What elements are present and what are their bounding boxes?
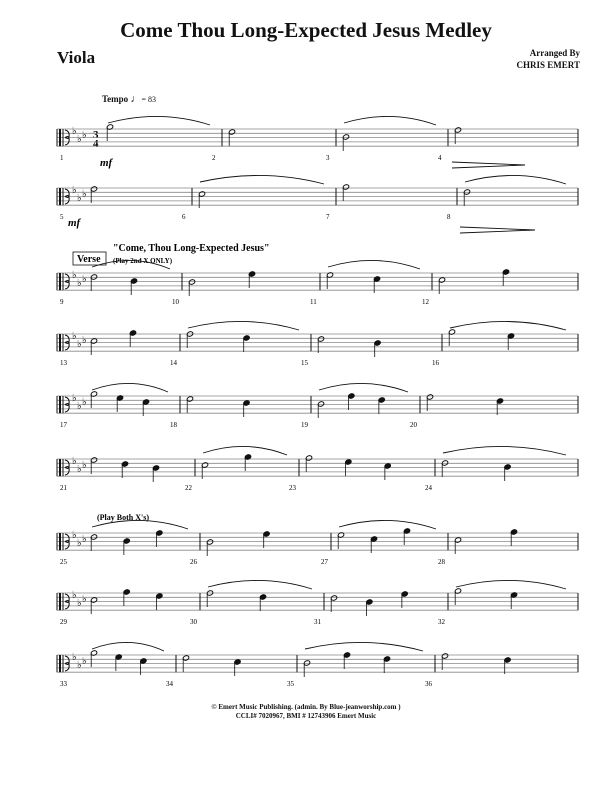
slur (200, 175, 324, 184)
play-instruction-2: (Play Both X's) (97, 513, 149, 522)
measure-number: 21 (60, 484, 67, 492)
measure-number: 32 (438, 618, 445, 626)
alto-clef-icon (59, 188, 61, 205)
measure-number: 33 (60, 680, 67, 688)
play-instruction: (Play 2nd X ONLY) (113, 257, 173, 265)
tempo-label: Tempo (102, 94, 129, 104)
slur (339, 520, 436, 529)
slur (203, 446, 287, 455)
measure-number: 27 (321, 558, 328, 566)
measure-number: 25 (60, 558, 67, 566)
measure-number: 13 (60, 359, 67, 367)
flat-icon: ♭ (72, 530, 77, 541)
slur (108, 116, 210, 125)
dynamic-mf: mf (68, 217, 81, 229)
slur (305, 642, 423, 651)
arranger-name: CHRIS EMERT (516, 60, 580, 70)
measure-number: 35 (287, 680, 294, 688)
copyright-footer (0, 703, 612, 721)
flat-icon: ♭ (77, 538, 82, 549)
measure-number: 24 (425, 484, 432, 492)
alto-clef-icon (59, 459, 61, 476)
alto-clef-icon (59, 396, 61, 413)
alto-clef-icon (59, 273, 61, 290)
alto-clef-icon (59, 533, 61, 550)
slur (344, 116, 436, 125)
measure-number: 26 (190, 558, 197, 566)
measure-number: 28 (438, 558, 445, 566)
flat-icon: ♭ (72, 270, 77, 281)
measure-number: 22 (185, 484, 192, 492)
flat-icon: ♭ (77, 134, 82, 145)
slur (328, 260, 420, 269)
measure-number: 30 (190, 618, 197, 626)
flat-icon: ♭ (77, 193, 82, 204)
slur (92, 383, 168, 392)
measure-number: 36 (425, 680, 432, 688)
flat-icon: ♭ (72, 456, 77, 467)
flat-icon: ♭ (82, 594, 87, 605)
measure-number: 8 (447, 213, 451, 221)
flat-icon: ♭ (82, 335, 87, 346)
flat-icon: ♭ (77, 660, 82, 671)
measure-number: 10 (172, 298, 179, 306)
measure-number: 15 (301, 359, 308, 367)
flat-icon: ♭ (72, 590, 77, 601)
measure-number: 20 (410, 421, 417, 429)
measure-number: 2 (212, 154, 216, 162)
flat-icon: ♭ (77, 464, 82, 475)
tempo-value: = 83 (141, 95, 156, 104)
measure-number: 14 (170, 359, 177, 367)
flat-icon: ♭ (82, 397, 87, 408)
measure-number: 11 (310, 298, 317, 306)
measure-number: 4 (438, 154, 442, 162)
alto-clef-icon (59, 129, 61, 146)
measure-number: 3 (326, 154, 330, 162)
staff-systems (57, 116, 578, 688)
arranged-by-label: Arranged By (529, 48, 580, 58)
flat-icon: ♭ (77, 401, 82, 412)
decrescendo-hairpin (452, 162, 525, 168)
decrescendo-hairpin (460, 227, 535, 233)
section-label: Verse (77, 254, 101, 265)
time-signature-top: 3 (93, 129, 99, 141)
measure-number: 34 (166, 680, 173, 688)
slur (92, 642, 164, 651)
measure-number: 17 (60, 421, 67, 429)
slur (319, 383, 408, 392)
footer-line-1: © Emert Music Publishing. (admin. By Blue-jeanworship.com ) (211, 703, 401, 711)
slur (443, 446, 566, 455)
flat-icon: ♭ (77, 598, 82, 609)
measure-number: 29 (60, 618, 67, 626)
flat-icon: ♭ (72, 393, 77, 404)
flat-icon: ♭ (72, 331, 77, 342)
slur (450, 321, 566, 330)
flat-icon: ♭ (72, 652, 77, 663)
quarter-note-icon: ♩ (130, 93, 142, 105)
song-title-label: "Come, Thou Long-Expected Jesus" (113, 243, 270, 254)
flat-icon: ♭ (72, 185, 77, 196)
measure-number: 18 (170, 421, 177, 429)
flat-icon: ♭ (82, 189, 87, 200)
page-title: Come Thou Long-Expected Jesus Medley (120, 18, 492, 42)
alto-clef-icon (59, 593, 61, 610)
flat-icon: ♭ (82, 274, 87, 285)
alto-clef-icon (59, 334, 61, 351)
alto-clef-icon (59, 655, 61, 672)
slur (188, 321, 299, 330)
flat-icon: ♭ (77, 339, 82, 350)
flat-icon: ♭ (82, 130, 87, 141)
flat-icon: ♭ (72, 126, 77, 137)
measure-number: 9 (60, 298, 64, 306)
instrument-part: Viola (57, 48, 96, 67)
footer-line-2: CCLI# 7020967, BMI # 12743906 Emert Music (235, 712, 377, 720)
flat-icon: ♭ (82, 460, 87, 471)
measure-number: 5 (60, 213, 64, 221)
measure-number: 1 (60, 154, 64, 162)
slur (465, 175, 566, 184)
flat-icon: ♭ (82, 534, 87, 545)
flat-icon: ♭ (82, 656, 87, 667)
flat-icon: ♭ (77, 278, 82, 289)
dynamic-mf: mf (100, 157, 113, 169)
measure-number: 7 (326, 213, 330, 221)
slur (456, 580, 566, 589)
slur (208, 580, 312, 589)
measure-number: 31 (314, 618, 321, 626)
measure-number: 12 (422, 298, 429, 306)
measure-number: 16 (432, 359, 439, 367)
time-signature-bottom: 4 (93, 138, 99, 150)
measure-number: 19 (301, 421, 308, 429)
measure-number: 6 (182, 213, 186, 221)
measure-number: 23 (289, 484, 296, 492)
